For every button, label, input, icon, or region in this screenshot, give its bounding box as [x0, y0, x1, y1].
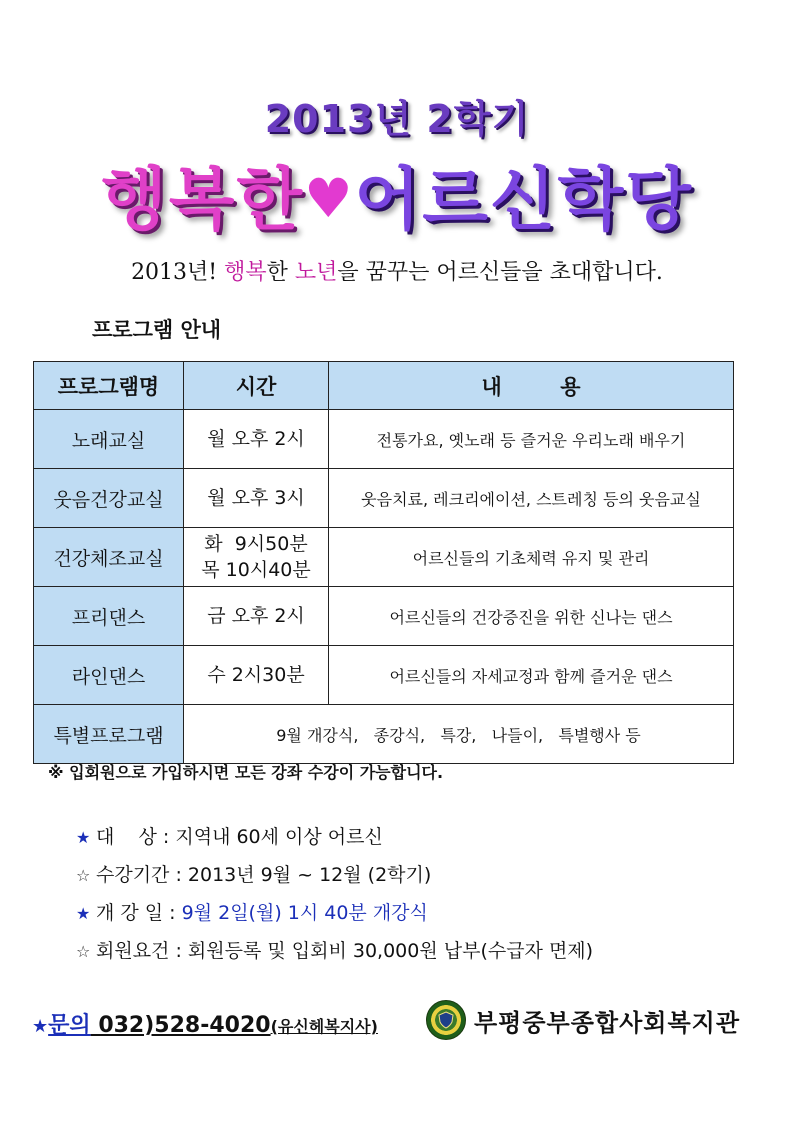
program-time-line2: 목 10시40분 — [201, 559, 311, 581]
info-period-value: 2013년 9월 ~ 12월 (2학기) — [187, 864, 432, 886]
heart-icon: ♥ — [304, 167, 355, 230]
program-content: 어르신들의 건강증진을 위한 신나는 댄스 — [329, 587, 734, 646]
info-opening — [76, 898, 593, 936]
info-target — [76, 822, 593, 860]
contact-label: 문의 — [48, 1013, 91, 1038]
contact-phone: 032)528-4020 — [90, 1013, 271, 1038]
program-content: 9월 개강식, 종강식, 특강, 나들이, 특별행사 등 — [184, 705, 734, 764]
program-name: 웃음건강교실 — [34, 469, 184, 528]
term-heading: 2013년 2학기 — [264, 97, 530, 141]
column-header-content: 내 용 — [329, 362, 734, 410]
title-school: 어르신학당 — [354, 161, 693, 240]
program-time: 월 오후 3시 — [184, 469, 329, 528]
program-content: 웃음치료, 레크리에이션, 스트레칭 등의 웃음교실 — [329, 469, 734, 528]
title-happy: 행복한 — [101, 161, 305, 240]
info-period-label: 수강기간 : — [96, 864, 188, 886]
program-table — [33, 361, 734, 764]
contact-line — [32, 1008, 378, 1039]
section-title: 프로그램 안내 — [92, 318, 222, 342]
info-target-value: 지역내 60세 이상 어르신 — [175, 826, 383, 848]
organization-name: 부평중부종합사회복지관 — [474, 1008, 741, 1037]
table-row — [34, 410, 734, 469]
invitation-prefix: 2013년! — [131, 260, 225, 285]
organization-logo-icon — [426, 1000, 466, 1040]
star-filled-icon: ★ — [76, 828, 91, 847]
table-row — [34, 646, 734, 705]
invitation-highlight-happiness: 행복 — [224, 260, 267, 285]
program-name: 특별프로그램 — [34, 705, 184, 764]
info-membership — [76, 936, 593, 974]
program-time: 월 오후 2시 — [184, 410, 329, 469]
program-content: 어르신들의 자세교정과 함께 즐거운 댄스 — [329, 646, 734, 705]
program-name: 노래교실 — [34, 410, 184, 469]
table-row-special — [34, 705, 734, 764]
program-time — [184, 528, 329, 587]
membership-note: ※ 입회원으로 가입하시면 모든 강좌 수강이 가능합니다. — [48, 763, 444, 782]
column-header-program: 프로그램명 — [34, 362, 184, 410]
shield-icon — [436, 1010, 456, 1030]
info-membership-label: 회원요건 : — [96, 940, 188, 962]
program-content: 어르신들의 기초체력 유지 및 관리 — [329, 528, 734, 587]
info-opening-value: 9월 2일(월) 1시 40분 개강식 — [181, 902, 428, 924]
program-time-line1: 화 9시50분 — [204, 533, 308, 555]
page-title — [0, 146, 794, 243]
info-opening-label: 개 강 일 : — [96, 902, 182, 924]
invitation-suffix: 을 꿈꾸는 어르신들을 초대합니다. — [337, 260, 663, 285]
info-target-label: 대 상 : — [96, 826, 176, 848]
program-name: 라인댄스 — [34, 646, 184, 705]
info-period — [76, 860, 593, 898]
table-row — [34, 469, 734, 528]
program-content: 전통가요, 옛노래 등 즐거운 우리노래 배우기 — [329, 410, 734, 469]
contact-branch: (유신헤복지사) — [270, 1017, 378, 1036]
star-filled-icon: ★ — [76, 904, 91, 923]
program-time: 수 2시30분 — [184, 646, 329, 705]
invitation-highlight-oldage: 노년 — [294, 260, 338, 285]
column-header-time: 시간 — [184, 362, 329, 410]
table-row — [34, 587, 734, 646]
star-filled-icon: ★ — [32, 1016, 49, 1037]
star-outline-icon: ☆ — [76, 866, 91, 885]
organization — [426, 1000, 740, 1040]
invitation-line — [0, 255, 794, 286]
program-name: 프리댄스 — [34, 587, 184, 646]
table-header-row — [34, 362, 734, 410]
program-name: 건강체조교실 — [34, 528, 184, 587]
star-outline-icon: ☆ — [76, 942, 91, 961]
invitation-middle: 한 — [266, 260, 295, 285]
program-time: 금 오후 2시 — [184, 587, 329, 646]
info-list — [76, 822, 593, 974]
info-membership-value: 회원등록 및 입회비 30,000원 납부(수급자 면제) — [187, 940, 594, 962]
table-row — [34, 528, 734, 587]
